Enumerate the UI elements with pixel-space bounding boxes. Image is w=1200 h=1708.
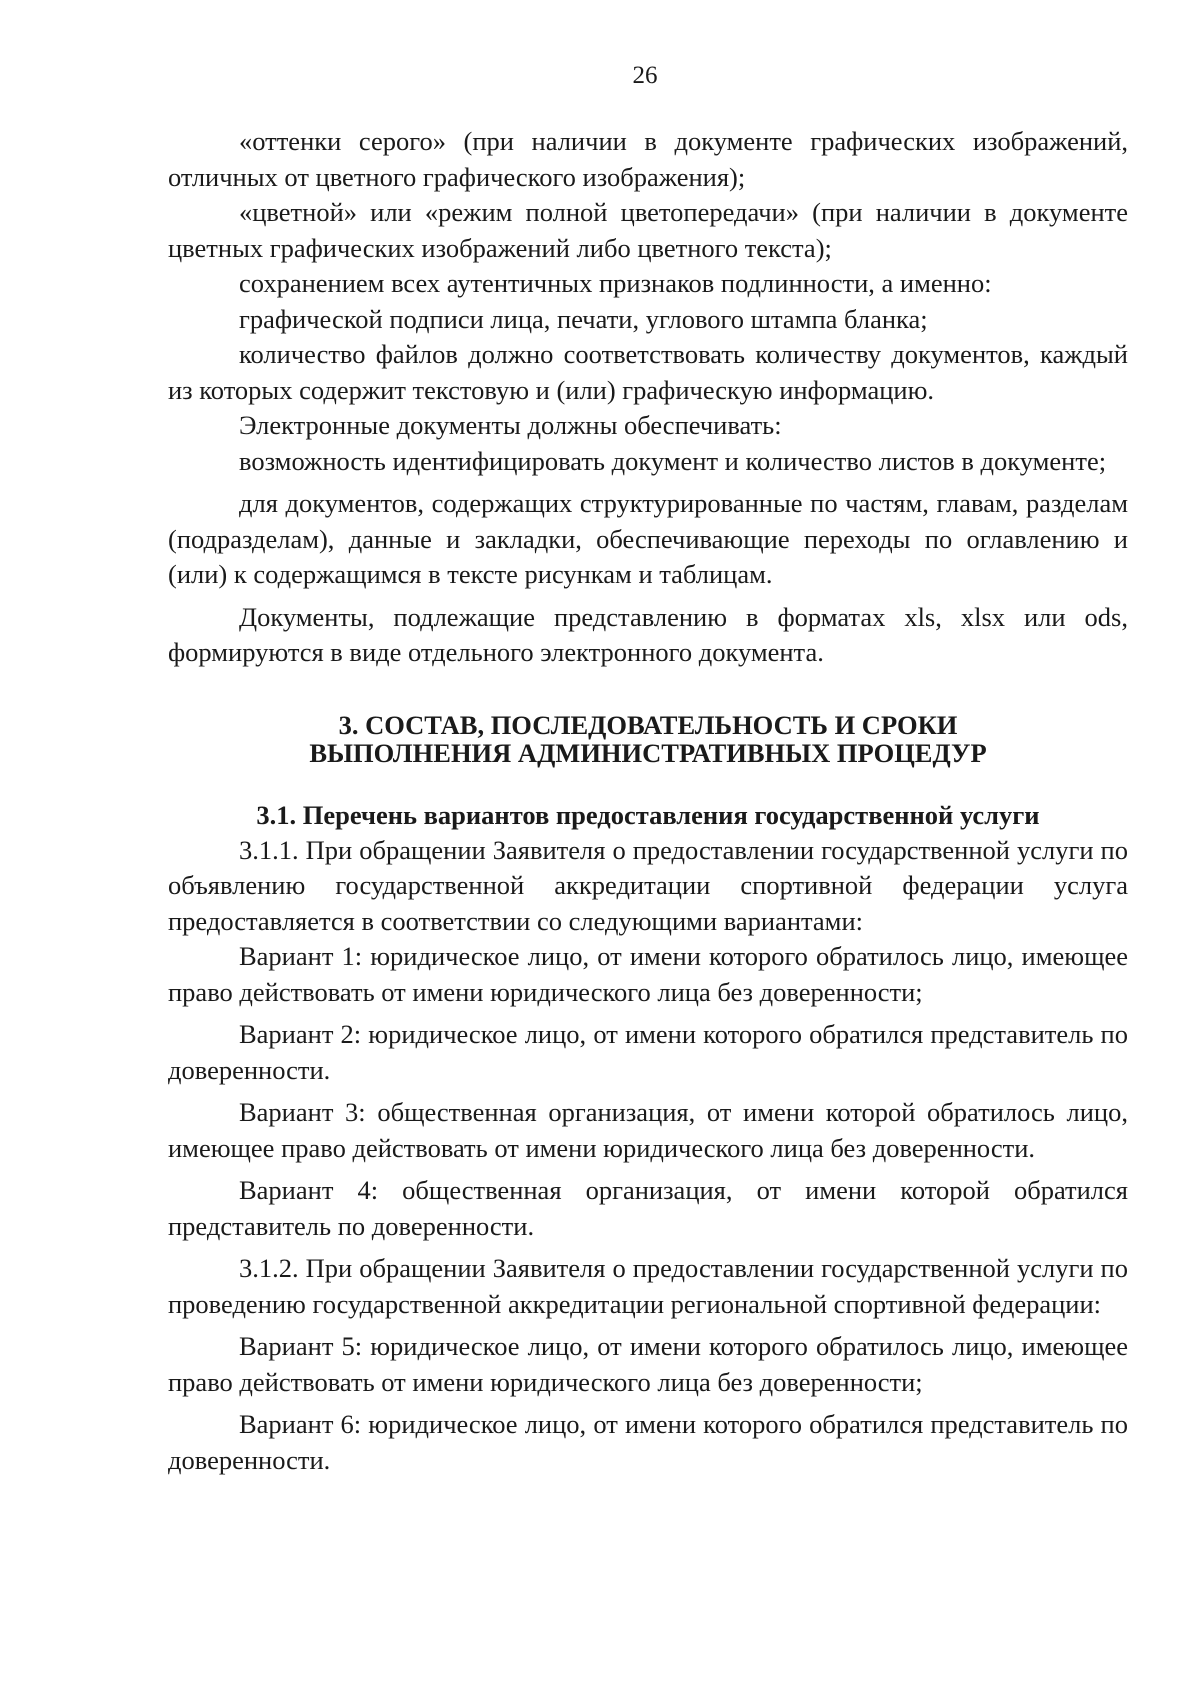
paragraph: для документов, содержащих структурированные по частям, главам, разделам (подразделам), данные и закладки, обеспечивающие переходы по оглавлению и (или) к содержащимся в тексте рисункам и таблицам. [168, 488, 1128, 589]
paragraph: возможность идентифицировать документ и количество листов в документе; [239, 445, 1107, 476]
paragraph: Вариант 3: общественная организация, от имени которой обратилось лицо, имеющее право действовать от имени юридического лица без доверенности. [168, 1097, 1128, 1163]
paragraph: Документы, подлежащие представлению в форматах xls, xlsx или ods, формируются в виде отдельного электронного документа. [168, 601, 1128, 667]
subsection-heading: 3.1. Перечень вариантов предоставления государственной услуги [256, 799, 1040, 830]
page-number: 26 [632, 62, 658, 89]
paragraph: «цветной» или «режим полной цветопередачи» (при наличии в документе цветных графических изображений либо цветного текста); [168, 197, 1128, 263]
paragraph: графической подписи лица, печати, углового штампа бланка; [239, 303, 928, 334]
paragraph: Вариант 2: юридическое лицо, от имени которого обратился представитель по доверенности. [168, 1019, 1128, 1085]
paragraph: «оттенки серого» (при наличии в документе графических изображений, отличных от цветного графического изображения); [168, 126, 1128, 192]
paragraph: сохранением всех аутентичных признаков подлинности, а именно: [239, 268, 992, 298]
paragraph: Вариант 6: юридическое лицо, от имени которого обратился представитель по доверенности. [168, 1409, 1128, 1475]
paragraph: Вариант 1: юридическое лицо, от имени которого обратилось лицо, имеющее право действовать от имени юридического лица без доверенности; [168, 941, 1128, 1007]
paragraph: Вариант 5: юридическое лицо, от имени которого обратилось лицо, имеющее право действовать от имени юридического лица без доверенности; [168, 1331, 1128, 1397]
section-heading [168, 711, 1128, 767]
paragraph: Вариант 4: общественная организация, от имени которой обратился представитель по доверенности. [168, 1175, 1128, 1241]
document-body [168, 124, 1128, 1478]
paragraph: Электронные документы должны обеспечивать: [239, 410, 782, 440]
paragraph: количество файлов должно соответствовать количеству документов, каждый из которых содержит текстовую и (или) графическую информацию. [168, 339, 1128, 405]
section-heading-line-1: 3. СОСТАВ, ПОСЛЕДОВАТЕЛЬНОСТЬ И СРОКИ [338, 709, 958, 740]
section-heading-line-2: ВЫПОЛНЕНИЯ АДМИНИСТРАТИВНЫХ ПРОЦЕДУР [309, 737, 987, 768]
paragraph: 3.1.2. При обращении Заявителя о предоставлении государственной услуги по проведению государственной аккредитации региональной спортивной федерации: [168, 1253, 1128, 1319]
paragraph: 3.1.1. При обращении Заявителя о предоставлении государственной услуги по объявлению государственной аккредитации спортивной федерации услуга предоставляется в соответствии со следующими вариантами: [168, 834, 1128, 936]
